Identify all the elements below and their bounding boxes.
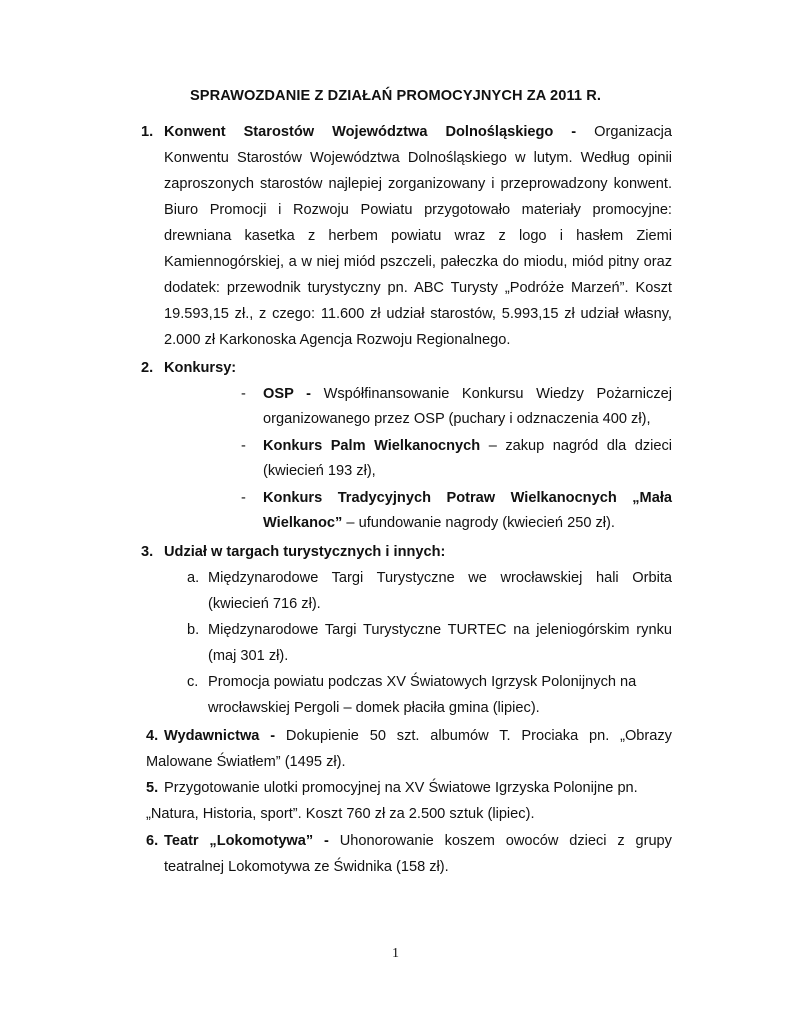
section-4-line-1 bbox=[164, 726, 672, 746]
section-6-heading: Teatr „Lokomotywa” - bbox=[164, 833, 329, 849]
section-3-item-c-line-1: Promocja powiatu podczas XV Światowych Igrzysk Polonijnych na bbox=[208, 674, 637, 690]
section-1-text: Organizacja bbox=[594, 124, 672, 140]
section-1-line-1 bbox=[164, 122, 672, 142]
section-1-line-5: drewniana kasetka z herbem powiatu wraz z logo i hasłem Ziemi bbox=[164, 228, 672, 244]
section-3-item-a-letter: a. bbox=[187, 570, 200, 586]
section-3-item-a-line-1: Międzynarodowe Targi Turystyczne we wrocławskiej hali Orbita bbox=[208, 570, 672, 586]
page-number: 1 bbox=[392, 946, 399, 961]
section-1-heading: Konwent Starostów Województwa Dolnośląskiego - bbox=[164, 124, 577, 140]
section-1-number: 1. bbox=[141, 124, 154, 140]
section-3-item-c-line-2: wrocławskiej Pergoli – domek płaciła gmina (lipiec). bbox=[208, 700, 540, 716]
section-2-item-2-line-1 bbox=[263, 436, 672, 456]
section-3-item-b-line-2: (maj 301 zł). bbox=[208, 648, 289, 664]
section-2-item-1-text: Współfinansowanie Konkursu Wiedzy Pożarniczej bbox=[323, 386, 672, 402]
section-1-line-7: dodatek: przewodnik turystyczny pn. ABC Turysty „Podróże Marzeń”. Koszt bbox=[164, 280, 672, 296]
section-4-heading: Wydawnictwa - bbox=[164, 728, 276, 744]
section-6-line-1 bbox=[164, 831, 672, 851]
section-1-line-9: 2.000 zł Karkonoska Agencja Rozwoju Regionalnego. bbox=[164, 332, 511, 348]
section-2-number: 2. bbox=[141, 360, 154, 376]
section-6-text: Uhonorowanie koszem owoców dzieci z grupy bbox=[339, 833, 672, 849]
section-3-item-a-line-2: (kwiecień 716 zł). bbox=[208, 596, 321, 612]
section-2-item-1-line-2: organizowanego przez OSP (puchary i odznaczenia 400 zł), bbox=[263, 411, 651, 427]
section-2-item-1-dash: - bbox=[241, 386, 246, 402]
section-2-item-2-text: – zakup nagród dla dzieci bbox=[488, 438, 673, 454]
section-2-item-3-line-1: Konkurs Tradycyjnych Potraw Wielkanocnych „Mała bbox=[263, 490, 672, 506]
section-6-line-2: teatralnej Lokomotywa ze Świdnika (158 zł). bbox=[164, 859, 449, 875]
section-4-number: 4. bbox=[146, 728, 159, 744]
section-2-item-2-line-2: (kwiecień 193 zł), bbox=[263, 463, 376, 479]
section-1-line-2: Konwentu Starostów Województwa Dolnośląskiego w lutym. Według opinii bbox=[164, 150, 672, 166]
section-3-number: 3. bbox=[141, 544, 154, 560]
section-2-item-2-title: Konkurs Palm Wielkanocnych bbox=[263, 438, 481, 454]
section-2-item-1-line-1 bbox=[263, 384, 672, 404]
section-2-item-3-title-end: Wielkanoc” bbox=[263, 515, 343, 531]
section-1-line-8: 19.593,15 zł., z czego: 11.600 zł udział starostów, 5.993,15 zł udział własny, bbox=[164, 306, 672, 322]
section-1-line-3: zaproszonych starostów najlepiej zorganizowany i przeprowadzony konwent. bbox=[164, 176, 672, 192]
section-4-text: Dokupienie 50 szt. albumów T. Prociaka pn. „Obrazy bbox=[285, 728, 672, 744]
section-2-item-3-dash: - bbox=[241, 490, 246, 506]
section-4-line-2: Malowane Światłem” (1495 zł). bbox=[146, 754, 346, 770]
section-2-item-3-text: – ufundowanie nagrody (kwiecień 250 zł). bbox=[346, 515, 615, 531]
section-3-item-b-letter: b. bbox=[187, 622, 200, 638]
section-2-heading: Konkursy: bbox=[164, 360, 237, 376]
section-1-line-4: Biuro Promocji i Rozwoju Powiatu przygotowało materiały promocyjne: bbox=[164, 202, 672, 218]
section-1-line-6: Kamiennogórskiej, a w niej miód pszczeli, pałeczka do miodu, miód pitny oraz bbox=[164, 254, 672, 270]
section-3-item-b-line-1: Międzynarodowe Targi Turystyczne TURTEC na jeleniogórskim rynku bbox=[208, 622, 672, 638]
section-3-heading: Udział w targach turystycznych i innych: bbox=[164, 544, 446, 560]
section-2-item-1-title: OSP - bbox=[263, 386, 311, 402]
section-5-line-2: „Natura, Historia, sport”. Koszt 760 zł za 2.500 sztuk (lipiec). bbox=[146, 806, 535, 822]
section-5-number: 5. bbox=[146, 780, 159, 796]
section-5-line-1: Przygotowanie ulotki promocyjnej na XV Światowe Igrzyska Polonijne pn. bbox=[164, 780, 638, 796]
document-title: SPRAWOZDANIE Z DZIAŁAŃ PROMOCYJNYCH ZA 2011 R. bbox=[189, 88, 602, 104]
section-6-number: 6. bbox=[146, 833, 159, 849]
section-3-item-c-letter: c. bbox=[187, 674, 199, 690]
section-2-item-3-line-2 bbox=[263, 513, 615, 533]
section-2-item-2-dash: - bbox=[241, 438, 246, 454]
